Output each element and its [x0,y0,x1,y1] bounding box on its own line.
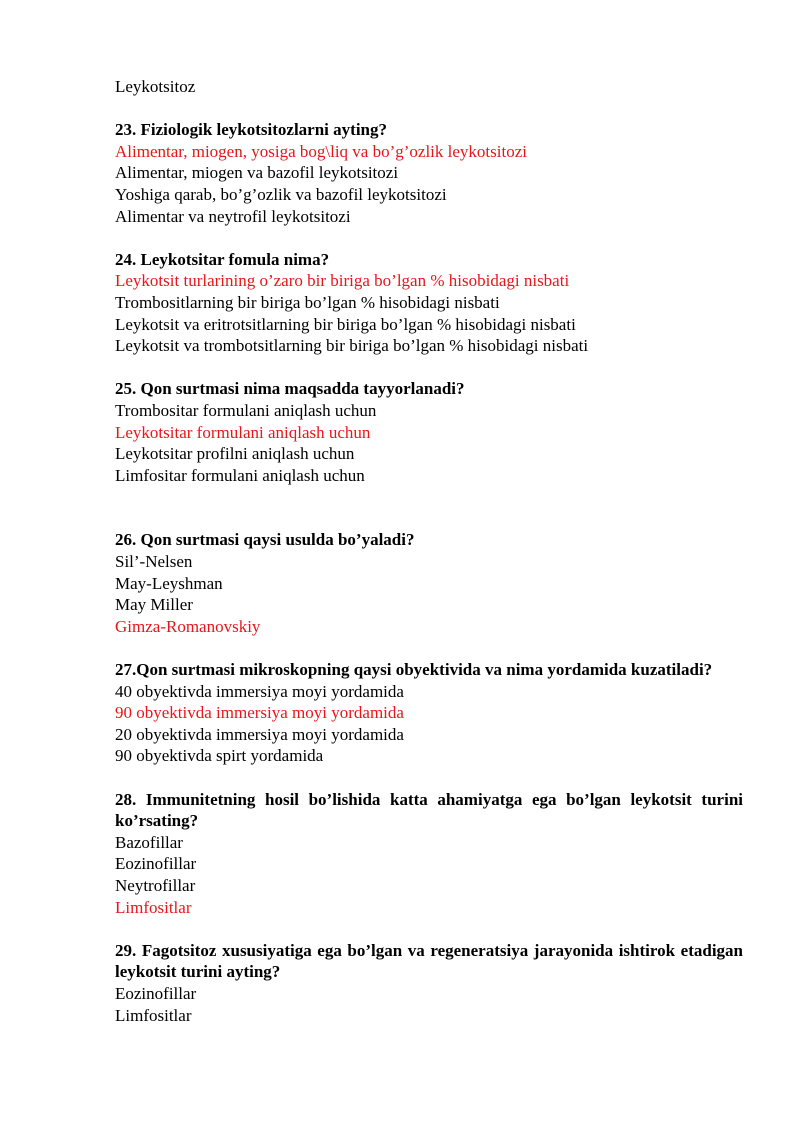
question-block [115,789,743,919]
spacer [115,486,743,529]
answer-option: 40 obyektivda immersiya moyi yordamida [115,681,404,701]
question-title: 23. Fiziologik leykotsitozlarni ayting? [115,120,387,140]
answer-option: Alimentar, miogen va bazofil leykotsitozi [115,163,399,183]
spacer [115,227,743,249]
spacer [115,637,743,659]
question-title: 27.Qon surtmasi mikroskopning qaysi obyektivida va nima yordamida kuzatiladi? [115,660,713,680]
question-title: 25. Qon surtmasi nima maqsadda tayyorlanadi? [115,379,465,399]
question-title: 24. Leykotsitar fomula nima? [115,249,330,269]
question-title: 29. Fagotsitoz xususiyatiga ega bo’lgan va regeneratsiya jarayonida ishtirok etadigan leykotsit turini ayting? [115,940,743,982]
question-title: 26. Qon surtmasi qaysi usulda bo’yaladi? [115,530,415,550]
document-page [115,76,743,1026]
question-block [115,378,743,486]
answer-option: Eozinofillar [115,983,197,1003]
answer-option: Eozinofillar [115,854,197,874]
question-block [115,940,743,1026]
answer-option: 90 obyektivda spirt yordamida [115,746,324,766]
answer-option: Trombositar formulani aniqlash uchun [115,400,377,420]
answer-option: May Miller [115,595,193,615]
question-block [115,659,743,767]
answer-option: Leykotsit va eritrotsitlarning bir biriga bo’lgan % hisobidagi nisbati [115,314,576,334]
spacer [115,357,743,379]
spacer [115,918,743,940]
lead-line: Leykotsitoz [115,77,196,96]
answer-option: May-Leyshman [115,573,223,593]
answer-option: Alimentar va neytrofil leykotsitozi [115,206,351,226]
question-title: 28. Immunitetning hosil bo’lishida katta ahamiyatga ega bo’lgan leykotsit turini ko’rsating? [115,789,743,831]
answer-option: Limfositlar [115,1005,192,1025]
answer-option-correct: Limfositlar [115,897,192,917]
spacer [115,98,743,120]
answer-option-correct: 90 obyektivda immersiya moyi yordamida [115,703,404,723]
answer-option: Limfositar formulani aniqlash uchun [115,465,365,485]
answer-option: Bazofillar [115,832,183,852]
answer-option-correct: Gimza-Romanovskiy [115,616,261,636]
question-block [115,119,743,227]
spacer [115,767,743,789]
answer-option: Leykotsitar profilni aniqlash uchun [115,444,355,464]
answer-option-correct: Leykotsitar formulani aniqlash uchun [115,422,371,442]
question-block [115,529,743,637]
answer-option: Sil’-Nelsen [115,552,193,572]
answer-option: Leykotsit va trombotsitlarning bir biriga bo’lgan % hisobidagi nisbati [115,336,589,356]
answer-option-correct: Alimentar, miogen, yosiga bog\liq va bo’g’ozlik leykotsitozi [115,141,527,161]
answer-option: Trombositlarning bir biriga bo’lgan % hisobidagi nisbati [115,292,500,312]
answer-option: Yoshiga qarab, bo’g’ozlik va bazofil leykotsitozi [115,184,447,204]
question-block [115,249,743,357]
answer-option: Neytrofillar [115,875,196,895]
answer-option-correct: Leykotsit turlarining o’zaro bir biriga bo’lgan % hisobidagi nisbati [115,271,570,291]
answer-option: 20 obyektivda immersiya moyi yordamida [115,724,404,744]
